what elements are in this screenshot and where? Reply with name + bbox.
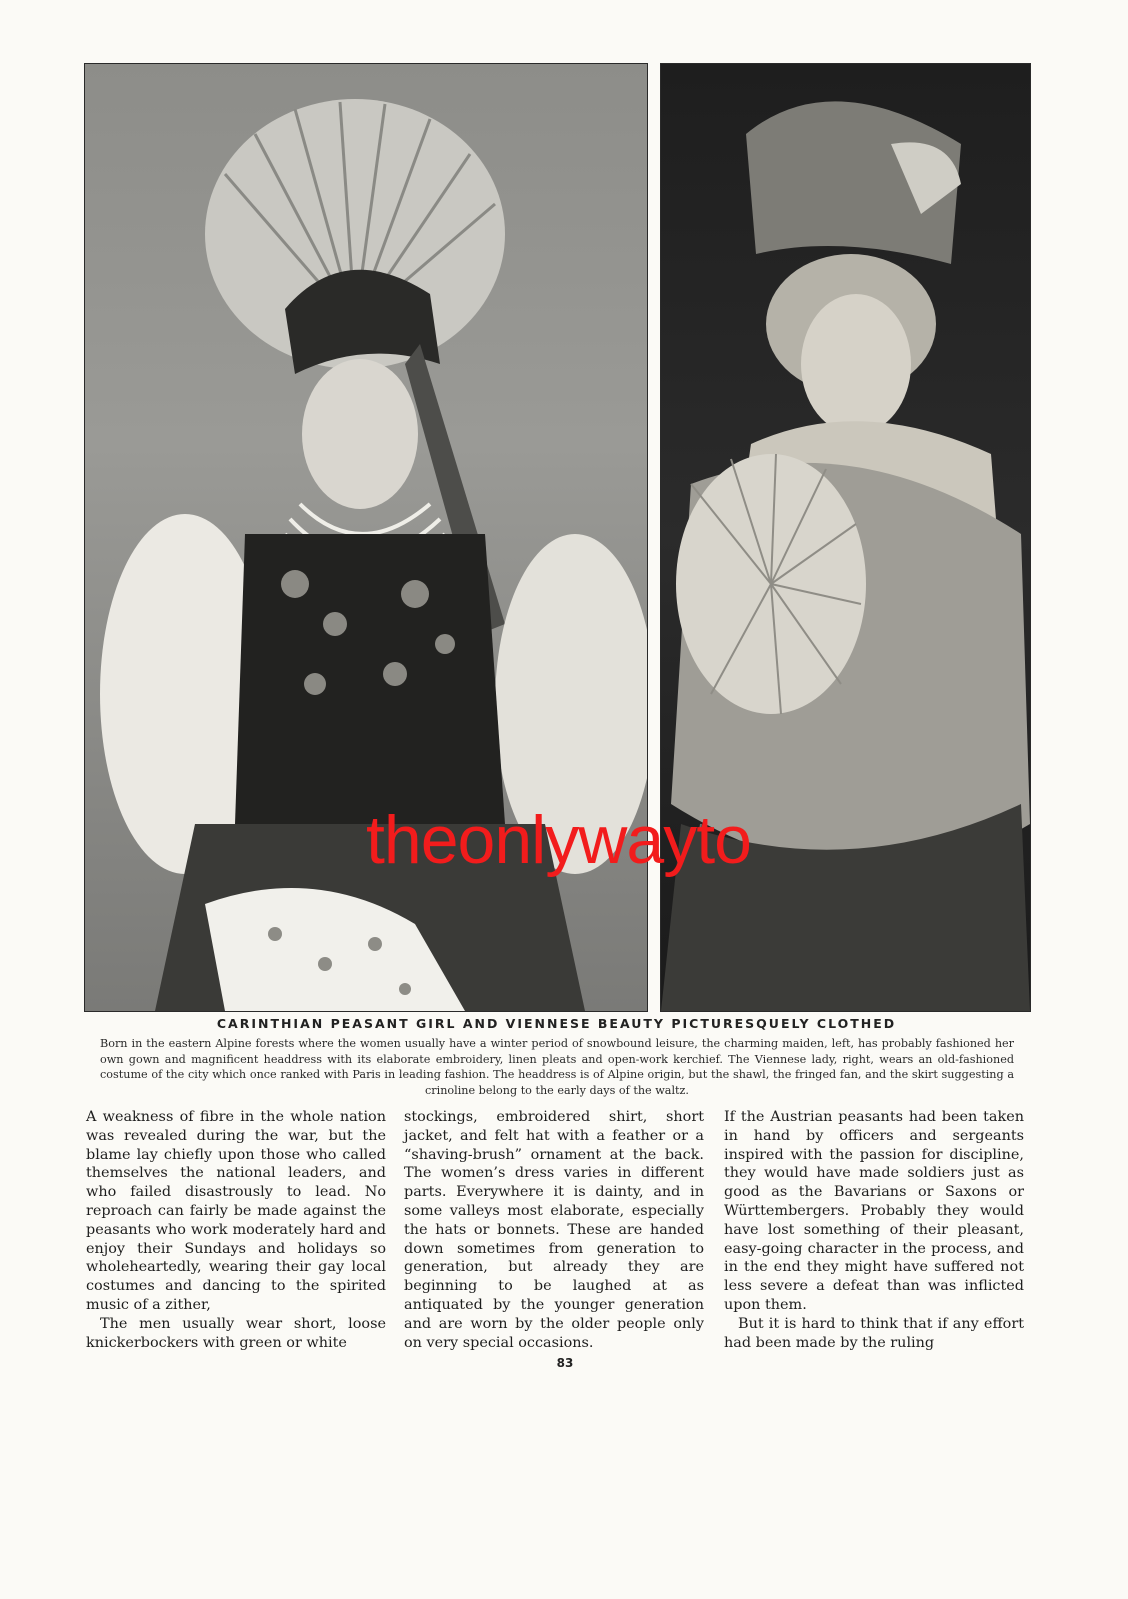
paragraph: stockings, embroidered shirt, short jacket, and felt hat with a feather or a “shaving-brush” ornament at the back. The women’s dress varies in different parts. Everywhere it is dainty, and in some valleys most elaborate, especially the hats or bonnets. These are handed down sometimes from generation to generation, but already they are beginning to be laughed at as antiquated by the younger generation and are worn by the older people only on very special occasions.	[404, 1109, 704, 1351]
paragraph: If the Austrian peasants had been taken in hand by officers and sergeants inspired with the passion for discipline, they would have made soldiers just as good as the Bavarians or Saxons or Württembergers. Probably they would have lost something of their pleasant, easy-going character in the process, and in the end they might have suffered not less severe a defeat than was inflicted upon them.	[724, 1109, 1024, 1313]
article-column-3	[724, 1108, 1024, 1352]
article-column-2	[404, 1108, 704, 1352]
paragraph: A weakness of fibre in the whole nation was revealed during the war, but the blame lay chiefly upon those who called themselves the national leaders, and who failed disastrously to lead. No reproach can fairly be made against the peasants who work moderately hard and enjoy their Sundays and holidays so wholeheartedly, wearing their gay local costumes and dancing to the spirited music of a zither,	[86, 1109, 386, 1313]
watermark-text: theonlywayto	[366, 802, 751, 878]
paragraph: But it is hard to think that if any effort had been made by the ruling	[724, 1315, 1024, 1351]
article-columns	[86, 1108, 1036, 1358]
page-number: 83	[556, 1356, 574, 1370]
caption-title: CARINTHIAN PEASANT GIRL AND VIENNESE BEAUTY PICTURESQUELY CLOTHED	[216, 1016, 897, 1031]
caption-body: Born in the eastern Alpine forests where the women usually have a winter period of snowbound leisure, the charming maiden, left, has probably fashioned her own gown and magnificent headdress with its elaborate embroidery, linen pleats and open-work kerchief. The Viennese lady, right, wears an old-fashioned costume of the city which once ranked with Paris in leading fashion. The headdress is of Alpine origin, but the shawl, the fringed fan, and the skirt suggesting a crinoline belong to the early days of the waltz.	[100, 1037, 1014, 1097]
paragraph: The men usually wear short, loose knickerbockers with green or white	[86, 1315, 386, 1351]
article-column-1	[86, 1108, 386, 1352]
